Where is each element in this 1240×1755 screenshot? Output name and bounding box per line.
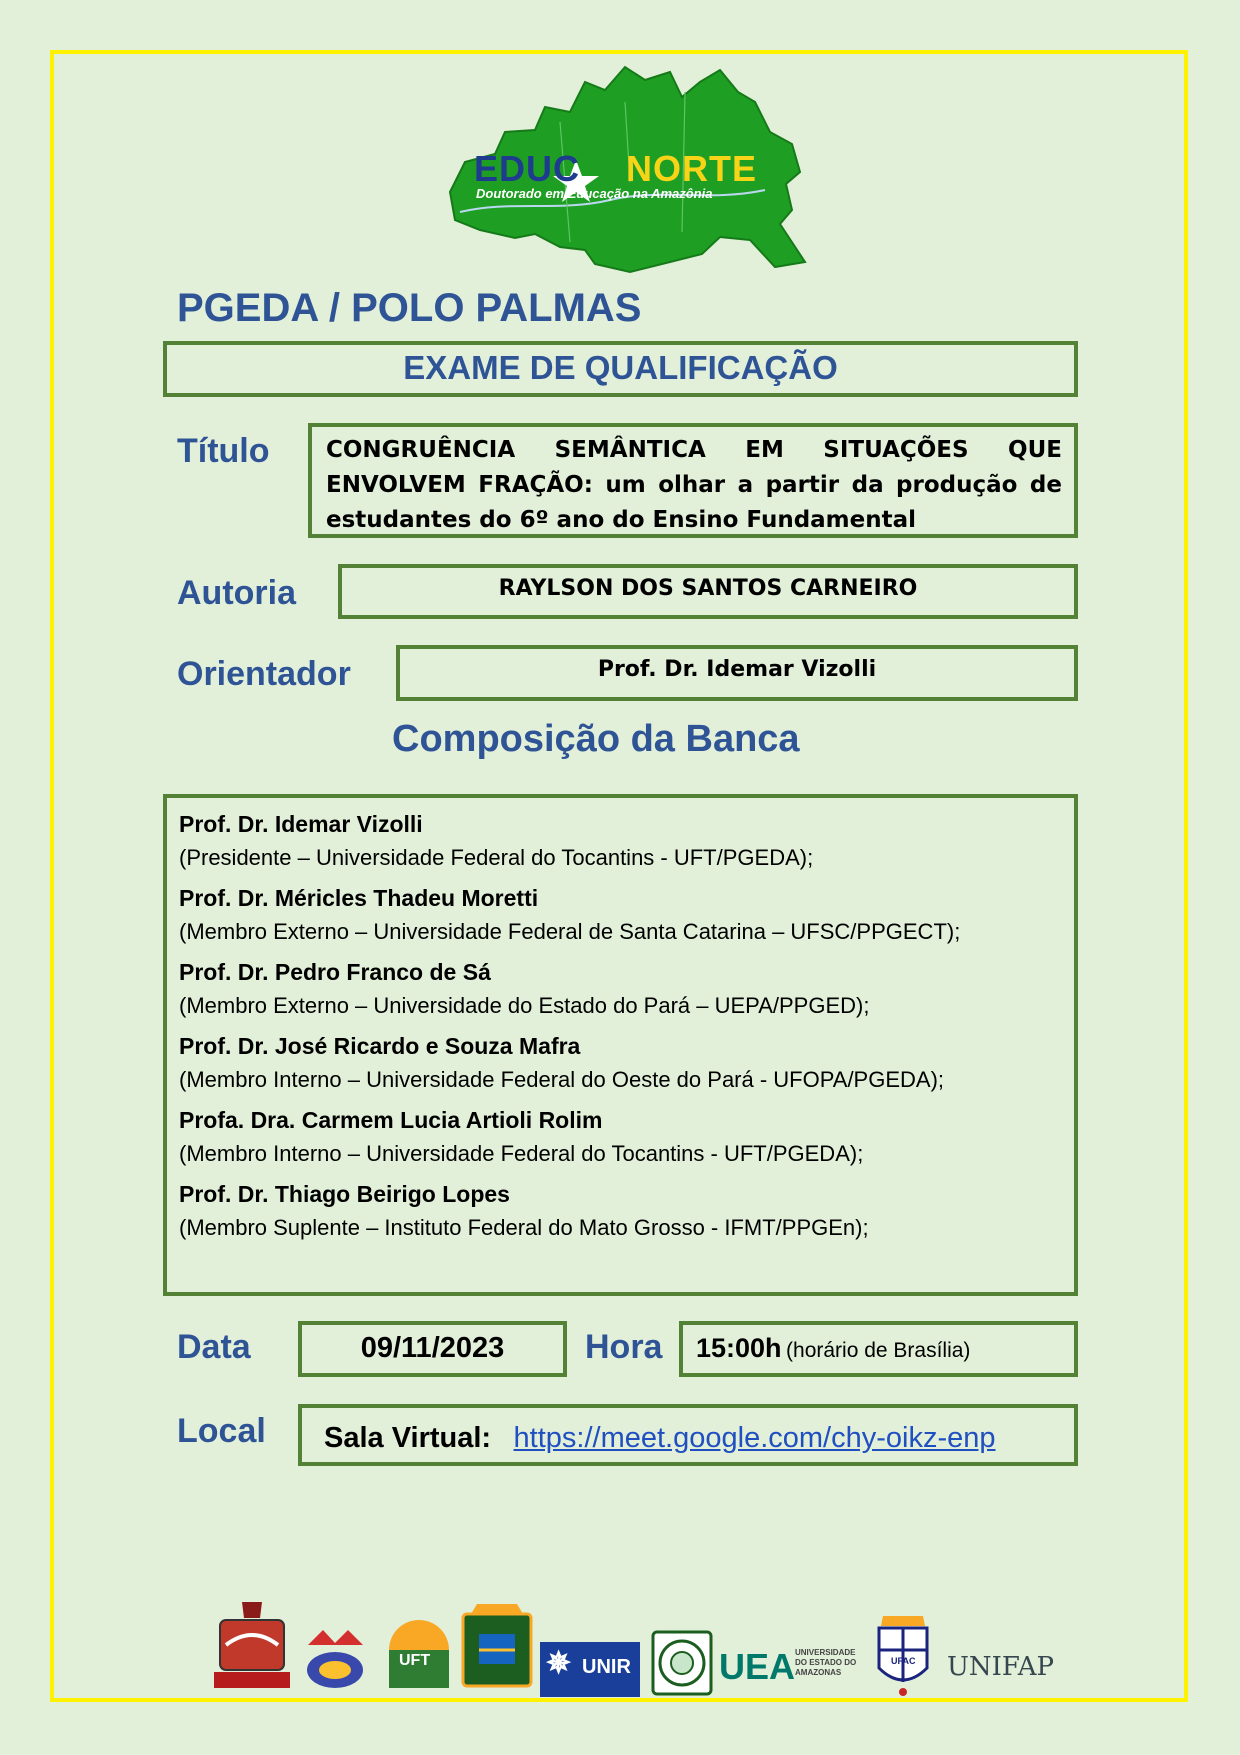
autoria-value: RAYLSON DOS SANTOS CARNEIRO: [498, 576, 918, 601]
logo-wordmark: [474, 148, 757, 190]
unifap-caption: UNIFAP: [947, 1652, 1054, 1682]
uea-subcaption: UNIVERSIDADE DO ESTADO DO AMAZONAS: [795, 1648, 857, 1677]
banca-member: [179, 806, 1074, 874]
member-name: Prof. Dr. José Ricardo e Souza Mafra: [179, 1033, 581, 1059]
member-role: (Membro Suplente – Instituto Federal do Mato Grosso - IFMT/PPGEn);: [179, 1215, 869, 1240]
exam-title: EXAME DE QUALIFICAÇÃO: [403, 349, 838, 386]
logo-subtitle: Doutorado em Educação na Amazônia: [476, 186, 713, 201]
member-name: Profa. Dra. Carmem Lucia Artioli Rolim: [179, 1107, 603, 1133]
member-role: (Membro Externo – Universidade do Estado do Pará – UEPA/PPGED);: [179, 993, 870, 1018]
logo-name-part1: EDUC: [474, 148, 581, 189]
logo-name-part2: NORTE: [626, 148, 758, 189]
ufopa-crest-icon: [303, 1625, 368, 1695]
data-label: Data: [177, 1328, 251, 1366]
unir-star-icon: ✵: [546, 1647, 572, 1680]
data-box: [298, 1321, 567, 1377]
autoria-box: [338, 564, 1078, 619]
hora-value: 15:00h: [696, 1333, 782, 1363]
unir-logo: [540, 1642, 640, 1697]
local-box: [298, 1404, 1078, 1466]
hora-note: (horário de Brasília): [786, 1339, 971, 1362]
banca-member: [179, 954, 1074, 1022]
banca-heading: Composição da Banca: [392, 718, 800, 760]
educ-norte-logo: [420, 62, 830, 282]
member-role: (Presidente – Universidade Federal do Tocantins - UFT/PGEDA);: [179, 845, 814, 870]
member-role: (Membro Interno – Universidade Federal do Oeste do Pará - UFOPA/PGEDA);: [179, 1067, 945, 1092]
titulo-label: Título: [177, 432, 270, 470]
orientador-label: Orientador: [177, 655, 351, 693]
member-name: Prof. Dr. Idemar Vizolli: [179, 811, 423, 837]
orientador-value: Prof. Dr. Idemar Vizolli: [597, 657, 877, 682]
uea-caption: UEA: [719, 1646, 796, 1687]
ufac-caption: UFAC: [891, 1656, 916, 1666]
member-role: (Membro Interno – Universidade Federal do Tocantins - UFT/PGEDA);: [179, 1141, 864, 1166]
orientador-box: [396, 645, 1078, 701]
banca-member: [179, 880, 1074, 948]
titulo-box: [308, 423, 1078, 538]
ufac-shield-icon: [873, 1610, 933, 1698]
autoria-label: Autoria: [177, 574, 296, 612]
ufpa-crest-icon: [212, 1600, 292, 1695]
member-role: (Membro Externo – Universidade Federal de Santa Catarina – UFSC/PPGECT);: [179, 919, 961, 944]
member-name: Prof. Dr. Thiago Beirigo Lopes: [179, 1181, 510, 1207]
uft-logo: [385, 1610, 453, 1695]
member-name: Prof. Dr. Pedro Franco de Sá: [179, 959, 491, 985]
unir-caption: UNIR: [582, 1656, 631, 1678]
meet-link[interactable]: https://meet.google.com/chy-oikz-enp: [513, 1422, 996, 1454]
uea-logo: [719, 1640, 859, 1690]
local-label: Local: [177, 1412, 266, 1450]
titulo-text: CONGRUÊNCIA SEMÂNTICA EM SITUAÇÕES QUE ENVOLVEM FRAÇÃO: um olhar a partir da produção de estudantes do 6º ano do Ensino Fundamental: [326, 437, 1062, 533]
ufac-logo: [873, 1610, 933, 1698]
uepa-seal-icon: [651, 1630, 713, 1696]
hora-box: [679, 1321, 1078, 1377]
banca-box: [163, 794, 1078, 1296]
member-name: Prof. Dr. Méricles Thadeu Moretti: [179, 885, 539, 911]
exam-title-box: [163, 341, 1078, 397]
uft-caption: UFT: [399, 1652, 431, 1669]
polo-heading: PGEDA / POLO PALMAS: [177, 286, 642, 330]
data-value: 09/11/2023: [360, 1332, 505, 1364]
ufam-crest-icon: [457, 1600, 537, 1695]
banca-member: [179, 1176, 1074, 1244]
hora-label: Hora: [585, 1328, 663, 1366]
banca-member: [179, 1102, 1074, 1170]
footer-logos: [205, 1600, 1054, 1700]
banca-member: [179, 1028, 1074, 1096]
local-prefix: Sala Virtual:: [324, 1422, 492, 1454]
